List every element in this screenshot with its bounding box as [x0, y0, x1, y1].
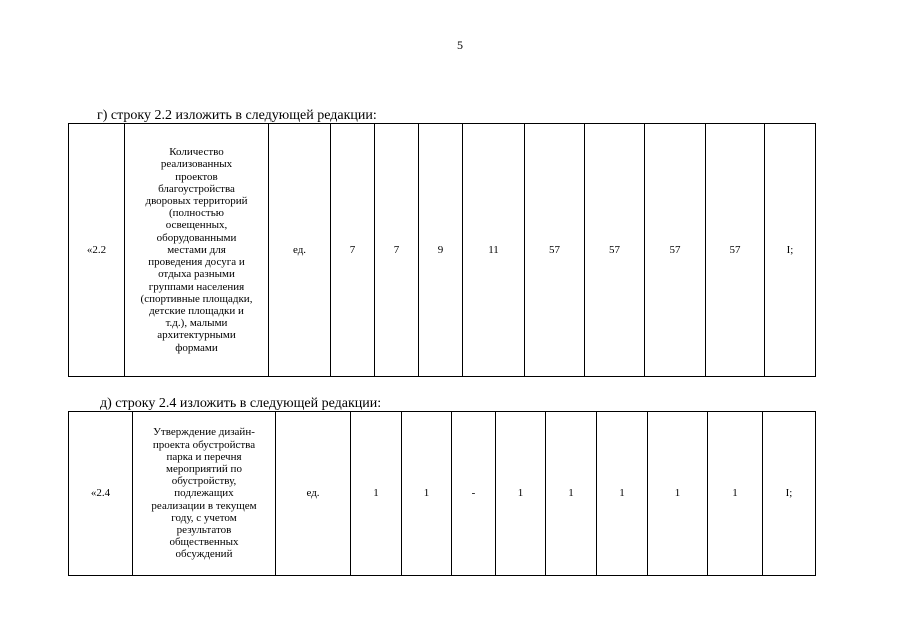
- value-cell: 1: [546, 412, 597, 576]
- indicator-name-cell: [133, 412, 276, 576]
- name-line: проведения досуга и: [148, 256, 245, 269]
- row-code-cell: «2.4: [69, 412, 133, 576]
- last-column-cell: I;: [765, 124, 816, 377]
- indicator-name-cell: [125, 124, 269, 377]
- table-row: [69, 124, 816, 377]
- table-row: [69, 412, 816, 576]
- last-column-cell: I;: [763, 412, 816, 576]
- value-cell: 1: [708, 412, 763, 576]
- name-line: обустройству,: [171, 475, 237, 488]
- name-line: проектов: [175, 170, 218, 183]
- value-cell: 1: [351, 412, 402, 576]
- value-cell: 9: [419, 124, 463, 377]
- name-line: детские площадки и: [149, 304, 244, 317]
- name-line: реализации в текущем: [151, 499, 257, 512]
- value-cell: 1: [648, 412, 708, 576]
- row-code-cell: «2.2: [69, 124, 125, 377]
- name-line: благоустройства: [158, 182, 235, 195]
- name-line: Количество: [169, 146, 224, 159]
- name-line: Утверждение дизайн-: [153, 426, 255, 439]
- name-line: отдыха разными: [158, 268, 235, 281]
- name-line: проекта обустройства: [152, 438, 256, 451]
- value-cell: 7: [375, 124, 419, 377]
- unit-cell: ед.: [269, 124, 331, 377]
- value-cell: -: [452, 412, 496, 576]
- name-line: освещенных,: [165, 219, 228, 232]
- name-line: группами населения: [148, 280, 245, 293]
- value-cell: 1: [597, 412, 648, 576]
- name-line: (спортивные площадки,: [140, 292, 253, 305]
- value-cell: 1: [496, 412, 546, 576]
- name-line: реализованных: [160, 158, 233, 171]
- value-cell: 1: [402, 412, 452, 576]
- value-cell: 57: [645, 124, 706, 377]
- name-line: т.д.), малыми: [165, 317, 228, 330]
- table-row-2-2: [68, 123, 816, 377]
- name-line: общественных: [169, 536, 239, 549]
- name-line: результатов: [176, 524, 232, 536]
- name-line: мероприятий по: [166, 462, 242, 475]
- name-line: парка и перечня: [166, 450, 242, 463]
- page-number: 5: [457, 38, 463, 52]
- name-line: дворовых территорий: [145, 195, 248, 208]
- value-cell: 57: [706, 124, 765, 377]
- value-cell: 57: [585, 124, 645, 377]
- section-heading-row-2-4: д) строку 2.4 изложить в следующей редакции:: [100, 396, 382, 411]
- unit-cell: ед.: [276, 412, 351, 576]
- name-line: (полностью: [169, 207, 224, 220]
- table-row-2-4: [68, 411, 816, 576]
- section-heading-row-2-2: г) строку 2.2 изложить в следующей редакции:: [97, 108, 377, 123]
- name-line: году, с учетом: [171, 511, 237, 524]
- name-line: подлежащих: [174, 487, 234, 500]
- name-line: архитектурными: [157, 329, 236, 342]
- name-line: местами для: [167, 243, 226, 256]
- name-line: обсуждений: [175, 548, 233, 561]
- value-cell: 7: [331, 124, 375, 377]
- value-cell: 57: [525, 124, 585, 377]
- name-line: оборудованными: [156, 231, 237, 244]
- value-cell: 11: [463, 124, 525, 377]
- name-line: формами: [175, 341, 218, 354]
